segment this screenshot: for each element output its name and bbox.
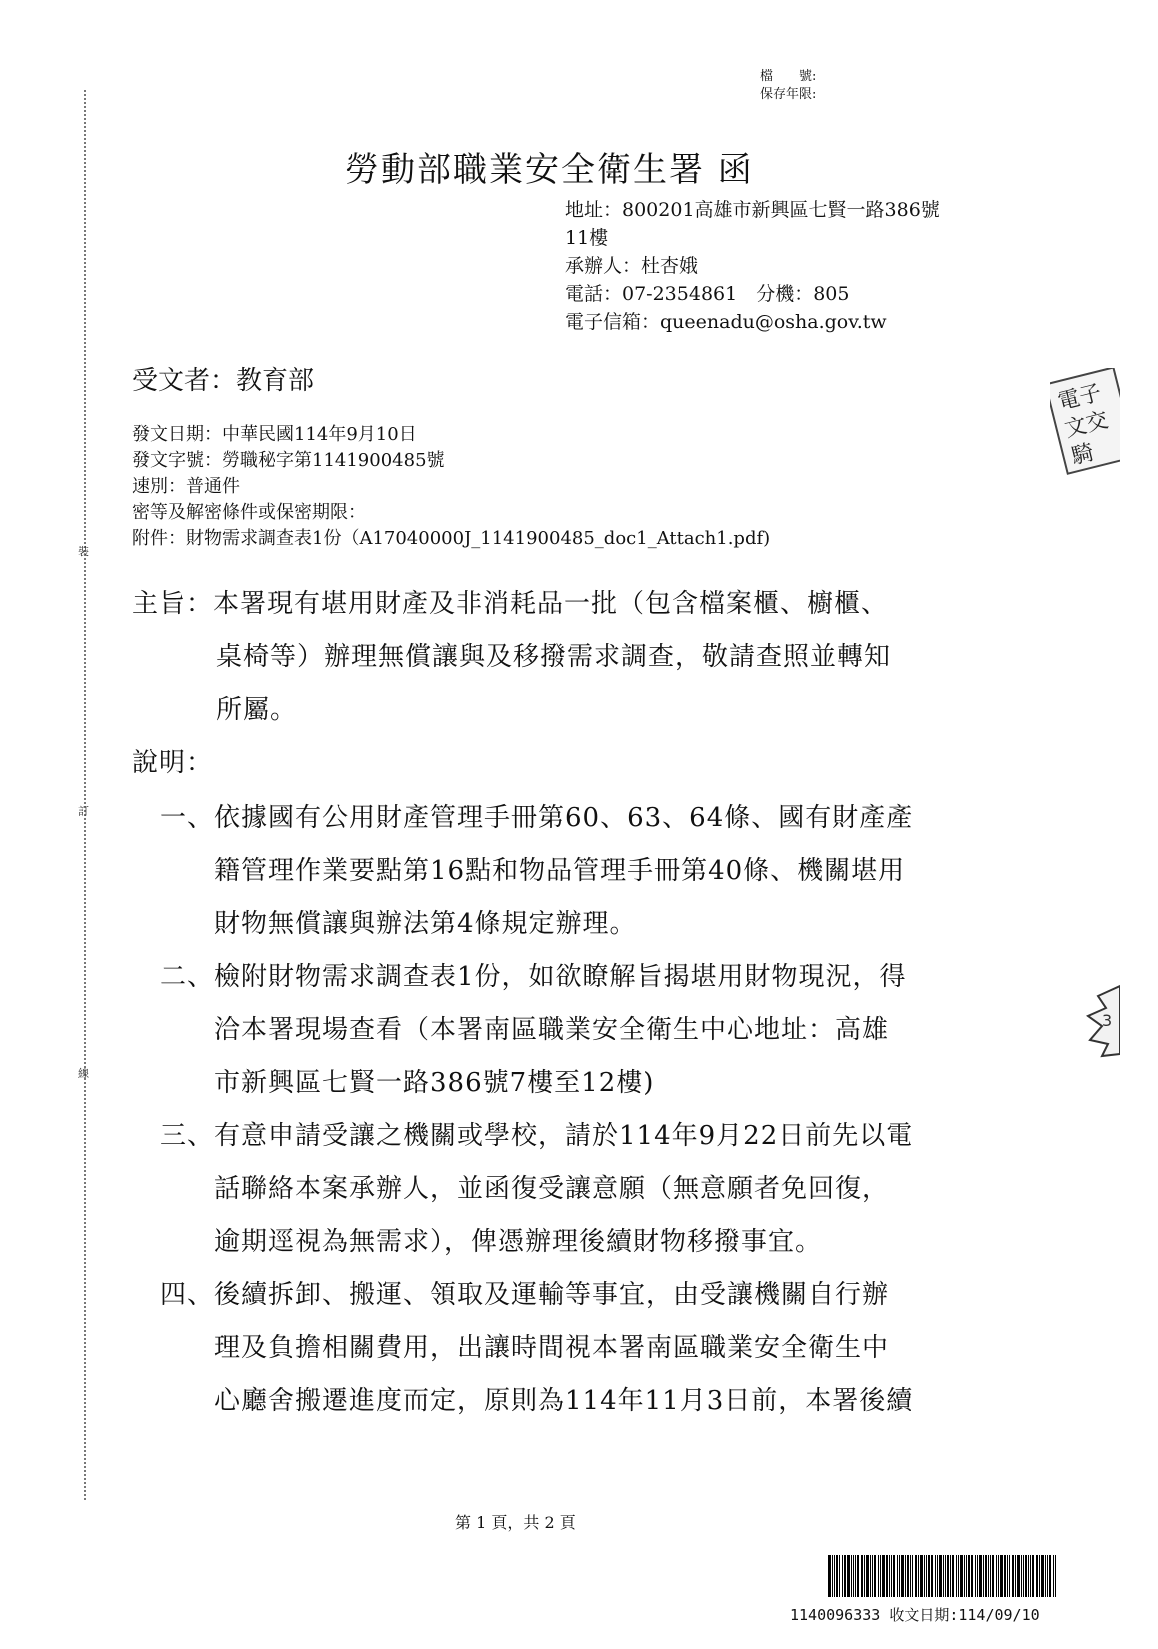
contact-phone: 電話：07-2354861 分機：805 [565, 283, 850, 305]
barcode-bar [828, 1555, 831, 1597]
barcode-bar [891, 1555, 892, 1597]
receipt-date: 1140096333 收文日期:114/09/10 [790, 1606, 1040, 1624]
barcode-bar [1039, 1555, 1040, 1597]
svg-text:電子: 電子 [1055, 380, 1105, 416]
barcode-bar [878, 1555, 879, 1597]
electronic-seal-stamp [1050, 368, 1120, 478]
barcode-bar [977, 1555, 978, 1597]
barcode-bar [889, 1555, 890, 1597]
barcode-bar [870, 1555, 871, 1597]
barcode-bar [968, 1555, 970, 1597]
binding-label-ding: 訂 [78, 805, 89, 818]
barcode-bar [1028, 1555, 1029, 1597]
barcode-bar [935, 1555, 936, 1597]
barcode-bar [1015, 1555, 1016, 1597]
barcode-bar [992, 1555, 994, 1597]
contact-address-line1: 地址：800201高雄市新興區七賢一路386號 [565, 199, 940, 221]
barcode [828, 1555, 1120, 1597]
meta-speed: 速別：普通件 [132, 476, 240, 497]
barcode-bar [834, 1555, 835, 1597]
barcode-bar [988, 1555, 989, 1597]
barcode-bar [979, 1555, 982, 1597]
barcode-bar [857, 1555, 859, 1597]
svg-text:騎: 騎 [1068, 440, 1097, 470]
item-4-line1: 四、後續拆卸、搬運、領取及運輸等事宜，由受讓機關自行辦 [160, 1280, 890, 1310]
archive-retention: 保存年限: [760, 87, 817, 102]
barcode-bar [998, 1555, 999, 1597]
barcode-bar [853, 1555, 854, 1597]
barcode-bar [886, 1555, 888, 1597]
barcode-bar [983, 1555, 984, 1597]
barcode-bar [844, 1555, 846, 1597]
barcode-bar [1045, 1555, 1046, 1597]
item-1-line3: 財物無償讓與辦法第4條規定辦理。 [214, 909, 637, 939]
barcode-bar [931, 1555, 933, 1597]
item-3-line1: 三、有意申請受讓之機關或學校，請於114年9月22日前先以電 [160, 1121, 914, 1151]
archive-file-no: 檔 號: [760, 69, 817, 84]
meta-attachment: 附件：財物需求調查表1份（A17040000J_1141900485_doc1_Attach1.pdf) [132, 528, 771, 549]
barcode-bar [1007, 1555, 1008, 1597]
barcode-bar [839, 1555, 840, 1597]
barcode-bar [996, 1555, 997, 1597]
barcode-bar [915, 1555, 917, 1597]
contact-address-line2: 11樓 [565, 227, 609, 249]
barcode-bar [1049, 1555, 1051, 1597]
barcode-bar [836, 1555, 838, 1597]
barcode-bar [1047, 1555, 1048, 1597]
barcode-bar [855, 1555, 856, 1597]
barcode-bar [1023, 1555, 1024, 1597]
barcode-bar [874, 1555, 876, 1597]
barcode-bar [1025, 1555, 1027, 1597]
barcode-bar [912, 1555, 913, 1597]
subject-line3: 所屬。 [216, 695, 298, 725]
barcode-bar [918, 1555, 919, 1597]
barcode-bar [928, 1555, 930, 1597]
barcode-bar [880, 1555, 881, 1597]
item-4-line3: 心廳舍搬遷進度而定，原則為114年11月3日前，本署後續 [214, 1386, 914, 1416]
barcode-bar [960, 1555, 963, 1597]
barcode-bar [990, 1555, 991, 1597]
barcode-bar [910, 1555, 911, 1597]
barcode-bar [947, 1555, 949, 1597]
barcode-bar [1004, 1555, 1006, 1597]
barcode-bar [872, 1555, 873, 1597]
contact-officer: 承辦人：杜杏娥 [565, 255, 699, 277]
barcode-bar [901, 1555, 904, 1597]
subject-line1: 主旨：本署現有堪用財產及非消耗品一批（包含檔案櫃、櫥櫃、 [132, 589, 889, 619]
barcode-bar [907, 1555, 909, 1597]
item-1-line2: 籍管理作業要點第16點和物品管理手冊第40條、機關堪用 [214, 856, 906, 886]
barcode-bar [905, 1555, 906, 1597]
barcode-bar [1036, 1555, 1038, 1597]
item-4-line2: 理及負擔相關費用，出讓時間視本署南區職業安全衛生中 [214, 1333, 890, 1363]
item-1-line1: 一、依據國有公用財產管理手冊第60、63、64條、國有財產產 [160, 803, 914, 833]
barcode-bar [1000, 1555, 1003, 1597]
barcode-bar [864, 1555, 865, 1597]
barcode-bar [861, 1555, 863, 1597]
seal-stamp-number: 3 [1102, 1011, 1113, 1030]
binding-label-xian: 線 [78, 1067, 89, 1080]
barcode-bar [1053, 1555, 1054, 1597]
barcode-bar [832, 1555, 833, 1597]
item-2-line3: 市新興區七賢一路386號7樓至12樓) [214, 1068, 655, 1098]
barcode-bar [939, 1555, 942, 1597]
barcode-bar [937, 1555, 938, 1597]
barcode-bar [920, 1555, 923, 1597]
seal-stamp-partial [1080, 980, 1120, 1060]
barcode-bar [1032, 1555, 1034, 1597]
barcode-bar [964, 1555, 965, 1597]
barcode-bar [897, 1555, 898, 1597]
document-title: 勞動部職業安全衛生署 函 [345, 150, 754, 190]
barcode-bar [882, 1555, 885, 1597]
recipient: 受文者：教育部 [132, 366, 315, 396]
barcode-bar [1055, 1555, 1056, 1597]
barcode-bar [1009, 1555, 1010, 1597]
svg-text:文交: 文交 [1062, 407, 1111, 443]
barcode-bar [966, 1555, 967, 1597]
barcode-bar [893, 1555, 895, 1597]
barcode-bar [956, 1555, 957, 1597]
barcode-bar [899, 1555, 900, 1597]
barcode-bar [975, 1555, 976, 1597]
page-number: 第 1 頁，共 2 頁 [455, 1513, 576, 1532]
item-2-line2: 洽本署現場查看（本署南區職業安全衛生中心地址：高雄 [214, 1015, 890, 1045]
barcode-bar [1017, 1555, 1020, 1597]
barcode-bar [1021, 1555, 1022, 1597]
barcode-bar [958, 1555, 959, 1597]
meta-secrecy: 密等及解密條件或保密期限： [132, 502, 366, 523]
item-2-line1: 二、檢附財物需求調查表1份，如欲瞭解旨揭堪用財物現況，得 [160, 962, 907, 992]
barcode-bar [950, 1555, 951, 1597]
meta-date: 發文日期：中華民國114年9月10日 [132, 424, 417, 445]
barcode-bar [847, 1555, 850, 1597]
meta-doc-no: 發文字號：勞職秘字第1141900485號 [132, 450, 445, 471]
barcode-bar [1041, 1555, 1044, 1597]
barcode-bar [924, 1555, 925, 1597]
subject-line2: 桌椅等）辦理無償讓與及移撥需求調查，敬請查照並轉知 [216, 642, 892, 672]
explanation-label: 說明： [132, 748, 214, 778]
barcode-bar [943, 1555, 944, 1597]
barcode-bar [926, 1555, 927, 1597]
barcode-bar [971, 1555, 973, 1597]
item-3-line2: 話聯絡本案承辦人，並函復受讓意願（無意願者免回復， [214, 1174, 890, 1204]
contact-email: 電子信箱：queenadu@osha.gov.tw [565, 311, 887, 333]
item-3-line3: 逾期逕視為無需求），俾憑辦理後續財物移撥事宜。 [214, 1227, 823, 1257]
binding-label-zhuang: 裝 [78, 545, 89, 558]
binding-line [84, 90, 86, 1500]
barcode-bar [945, 1555, 946, 1597]
barcode-bar [1030, 1555, 1031, 1597]
barcode-bar [842, 1555, 843, 1597]
barcode-bar [1012, 1555, 1014, 1597]
barcode-bar [866, 1555, 869, 1597]
barcode-bar [985, 1555, 987, 1597]
barcode-bar [851, 1555, 852, 1597]
barcode-bar [952, 1555, 954, 1597]
